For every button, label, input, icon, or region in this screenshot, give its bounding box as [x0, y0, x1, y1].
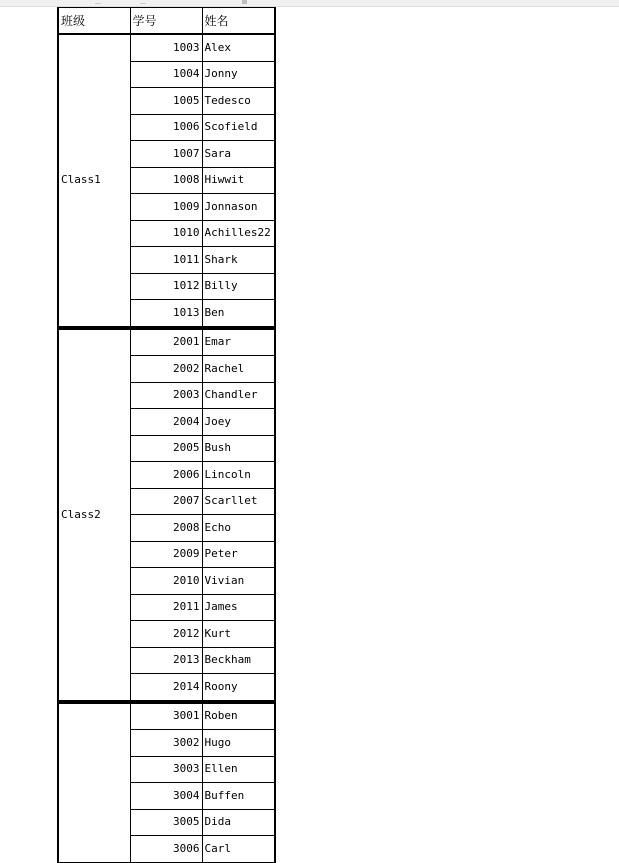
- table-row: [58, 328, 275, 356]
- student-name-cell[interactable]: Chandler: [202, 382, 275, 409]
- student-id-cell[interactable]: 2003: [130, 382, 202, 409]
- student-id-cell[interactable]: 2002: [130, 356, 202, 383]
- student-id-cell[interactable]: 3005: [130, 809, 202, 836]
- student-id-cell[interactable]: 2012: [130, 621, 202, 648]
- toolbar-marker: [242, 0, 247, 4]
- student-id-cell[interactable]: 2010: [130, 568, 202, 595]
- student-name-cell[interactable]: James: [202, 594, 275, 621]
- student-id-cell[interactable]: 1004: [130, 61, 202, 88]
- top-toolbar-strip: [0, 0, 619, 7]
- class-roster-table: [57, 7, 276, 863]
- student-id-cell[interactable]: 1006: [130, 114, 202, 141]
- student-name-cell[interactable]: Sara: [202, 141, 275, 168]
- student-name-cell[interactable]: Hiwwit: [202, 167, 275, 194]
- student-id-cell[interactable]: 3004: [130, 783, 202, 810]
- student-id-cell[interactable]: 2001: [130, 328, 202, 356]
- student-name-cell[interactable]: Buffen: [202, 783, 275, 810]
- student-name-cell[interactable]: Dida: [202, 809, 275, 836]
- student-name-cell[interactable]: Carl: [202, 836, 275, 863]
- student-name-cell[interactable]: Vivian: [202, 568, 275, 595]
- student-name-cell[interactable]: Echo: [202, 515, 275, 542]
- class-cell[interactable]: Class2: [58, 328, 130, 702]
- student-id-cell[interactable]: 2007: [130, 488, 202, 515]
- student-name-cell[interactable]: Ben: [202, 300, 275, 328]
- student-id-cell[interactable]: 3001: [130, 702, 202, 730]
- student-name-cell[interactable]: Ellen: [202, 756, 275, 783]
- student-id-cell[interactable]: 1005: [130, 88, 202, 115]
- student-name-cell[interactable]: Emar: [202, 328, 275, 356]
- student-name-cell[interactable]: Scofield: [202, 114, 275, 141]
- toolbar-tick: [140, 0, 146, 4]
- student-name-cell[interactable]: Jonny: [202, 61, 275, 88]
- student-name-cell[interactable]: Kurt: [202, 621, 275, 648]
- class-cell[interactable]: Class1: [58, 34, 130, 328]
- header-class[interactable]: 班级: [58, 8, 130, 35]
- student-id-cell[interactable]: 2009: [130, 541, 202, 568]
- header-row: [58, 8, 275, 35]
- header-name[interactable]: 姓名: [202, 8, 275, 35]
- student-id-cell[interactable]: 2014: [130, 674, 202, 702]
- table-row: [58, 34, 275, 61]
- student-id-cell[interactable]: 1012: [130, 273, 202, 300]
- student-id-cell[interactable]: 2004: [130, 409, 202, 436]
- student-id-cell[interactable]: 3002: [130, 730, 202, 757]
- student-id-cell[interactable]: 2008: [130, 515, 202, 542]
- student-name-cell[interactable]: Roony: [202, 674, 275, 702]
- student-id-cell[interactable]: 3006: [130, 836, 202, 863]
- student-name-cell[interactable]: Joey: [202, 409, 275, 436]
- student-name-cell[interactable]: Beckham: [202, 647, 275, 674]
- student-name-cell[interactable]: Alex: [202, 34, 275, 61]
- header-student-id[interactable]: 学号: [130, 8, 202, 35]
- student-name-cell[interactable]: Rachel: [202, 356, 275, 383]
- student-name-cell[interactable]: Billy: [202, 273, 275, 300]
- table-row: [58, 702, 275, 730]
- student-name-cell[interactable]: Hugo: [202, 730, 275, 757]
- student-id-cell[interactable]: 1011: [130, 247, 202, 274]
- student-id-cell[interactable]: 2013: [130, 647, 202, 674]
- student-name-cell[interactable]: Scarllet: [202, 488, 275, 515]
- student-id-cell[interactable]: 1008: [130, 167, 202, 194]
- student-id-cell[interactable]: 1003: [130, 34, 202, 61]
- student-id-cell[interactable]: 2006: [130, 462, 202, 489]
- class-cell[interactable]: [58, 702, 130, 863]
- student-name-cell[interactable]: Roben: [202, 702, 275, 730]
- student-name-cell[interactable]: Bush: [202, 435, 275, 462]
- student-id-cell[interactable]: 2011: [130, 594, 202, 621]
- student-id-cell[interactable]: 2005: [130, 435, 202, 462]
- student-name-cell[interactable]: Peter: [202, 541, 275, 568]
- student-id-cell[interactable]: 1010: [130, 220, 202, 247]
- student-id-cell[interactable]: 3003: [130, 756, 202, 783]
- toolbar-tick: [95, 0, 101, 4]
- student-id-cell[interactable]: 1009: [130, 194, 202, 221]
- student-name-cell[interactable]: Achilles22: [202, 220, 275, 247]
- student-name-cell[interactable]: Lincoln: [202, 462, 275, 489]
- student-name-cell[interactable]: Jonnason: [202, 194, 275, 221]
- student-id-cell[interactable]: 1013: [130, 300, 202, 328]
- student-name-cell[interactable]: Shark: [202, 247, 275, 274]
- student-name-cell[interactable]: Tedesco: [202, 88, 275, 115]
- student-id-cell[interactable]: 1007: [130, 141, 202, 168]
